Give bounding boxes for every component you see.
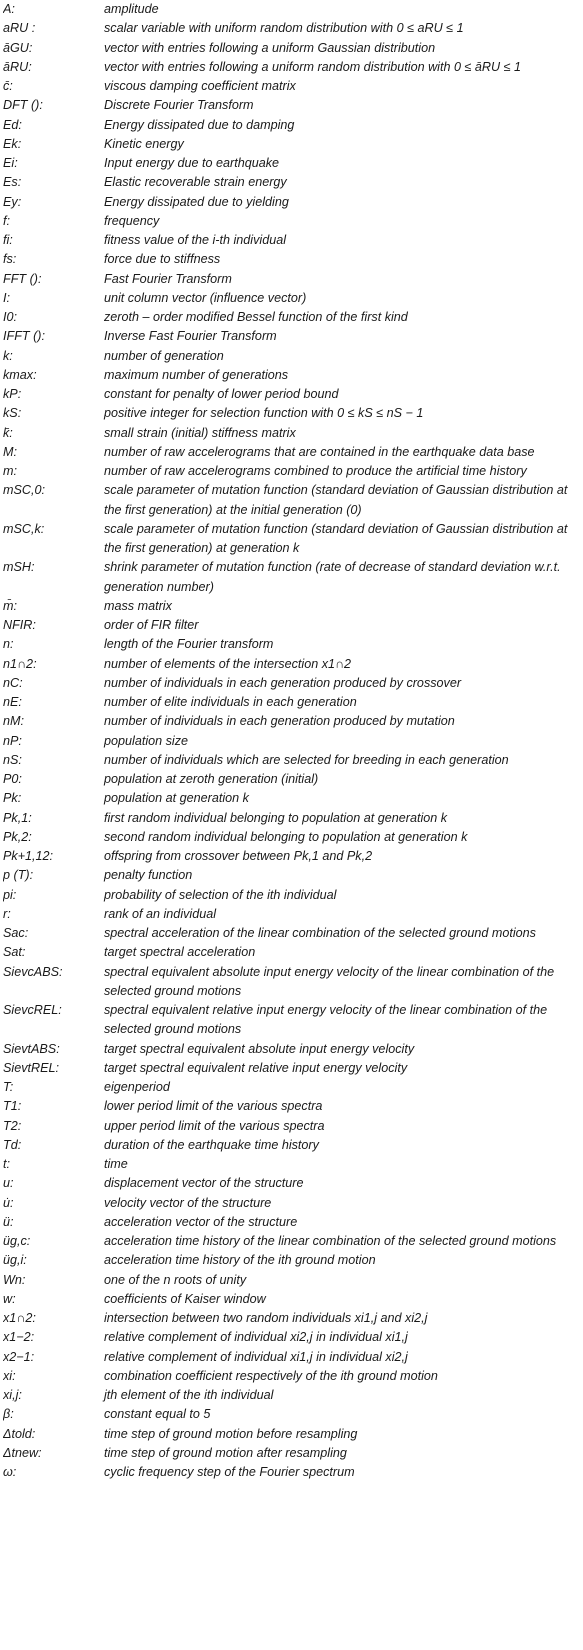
definition: spectral equivalent absolute input energy velocity of the linear combination of the selected ground motions [104,964,555,998]
nomenclature-entry [3,308,583,327]
definition: number of generation [104,348,224,363]
nomenclature-entry [3,39,583,58]
symbol: pi: [3,887,17,902]
symbol: x1−2: [3,1330,35,1345]
definition: number of elements of the intersection x1∩2 [104,656,352,671]
symbol: nC: [3,675,23,690]
definition: lower period limit of the various spectra [104,1099,323,1114]
symbol: Ey: [3,194,22,209]
nomenclature-entry [3,1444,583,1463]
symbol: Pk+1,12: [3,849,54,863]
definition: acceleration time history of the ith ground motion [104,1253,376,1268]
symbol: FFT (): [3,271,42,286]
nomenclature-entry [3,58,583,77]
nomenclature-entry [3,154,583,173]
definition: probability of selection of the ith individual [104,887,337,902]
definition: time step of ground motion after resampling [104,1445,347,1460]
symbol: Δtold: [3,1426,36,1441]
symbol: IFFT (): [3,329,45,344]
definition: target spectral equivalent relative input energy velocity [104,1060,408,1075]
nomenclature-entry [3,385,583,404]
definition: number of raw accelerograms combined to produce the artificial time history [104,464,527,478]
definition: vector with entries following a uniform random distribution with 0 ≤ āRU ≤ 1 [104,59,522,74]
definition: number of individuals in each generation produced by crossover [104,675,462,690]
definition: population size [104,733,189,748]
definition: Fast Fourier Transform [104,271,232,286]
definition: constant for penalty of lower period bound [104,387,339,401]
definition: target spectral acceleration [104,945,256,960]
symbol: P0: [3,772,22,786]
nomenclature-entry [3,462,583,481]
definition: Inverse Fast Fourier Transform [104,329,277,344]
nomenclature-entry [3,231,583,250]
definition: scalar variable with uniform random distribution with 0 ≤ aRU ≤ 1 [104,21,464,36]
symbol: k̄: [3,425,13,440]
definition: fitness value of the i-th individual [104,233,287,247]
nomenclature-entry [3,424,583,443]
symbol: T2: [3,1118,22,1133]
nomenclature-entry [3,655,583,674]
symbol: üg,c: [3,1234,31,1248]
symbol: Sat: [3,945,26,960]
symbol: r: [3,906,11,921]
symbol: fs: [3,252,17,267]
nomenclature-entry [3,1059,583,1078]
nomenclature-entry [3,905,583,924]
definition: displacement vector of the structure [104,1176,304,1191]
definition: combination coefficient respectively of the ith ground motion [104,1368,438,1383]
symbol: m̄: [3,598,17,613]
nomenclature-entry [3,828,583,847]
symbol: aRU : [3,21,36,36]
definition: vector with entries following a uniform Gaussian distribution [104,40,436,55]
definition: time [104,1157,128,1171]
symbol: xi: [3,1368,16,1383]
definition: constant equal to 5 [104,1407,211,1422]
definition: population at generation k [104,791,249,806]
definition: relative complement of individual xi2,j in individual xi1,j [104,1330,408,1345]
definition: maximum number of generations [104,367,289,382]
nomenclature-entry [3,77,583,96]
nomenclature-entry [3,270,583,289]
nomenclature-entry [3,1078,583,1097]
symbol: n: [3,637,14,652]
nomenclature-entry [3,635,583,654]
symbol: SievcREL: [3,1003,62,1017]
symbol: āRU: [3,59,32,74]
definition: order of FIR filter [104,618,199,632]
symbol: t: [3,1157,10,1171]
symbol: kP: [3,387,22,401]
nomenclature-entry [3,520,583,559]
symbol: Es: [3,175,22,190]
definition: coefficients of Kaiser window [104,1291,266,1306]
nomenclature-entry [3,866,583,885]
definition: number of elite individuals in each generation [104,695,357,709]
symbol: SievtREL: [3,1060,59,1075]
symbol: Sac: [3,926,29,940]
definition: intersection between two random individuals xi1,j and xi2,j [104,1311,428,1325]
symbol: SievtABS: [3,1041,60,1056]
symbol: f: [3,213,10,228]
nomenclature-entry [3,1097,583,1116]
definition: duration of the earthquake time history [104,1137,319,1152]
definition: eigenperiod [104,1080,170,1094]
symbol: NFIR: [3,618,36,632]
nomenclature-entry [3,1405,583,1424]
definition: population at zeroth generation (initial) [104,772,319,786]
definition: shrink parameter of mutation function (rate of decrease of standard deviation w.r.t. generation number) [104,560,561,594]
symbol: Pk: [3,791,22,806]
nomenclature-entry [3,1001,583,1040]
nomenclature-entry [3,674,583,693]
definition: number of raw accelerograms that are contained in the earthquake data base [104,444,535,459]
definition: Kinetic energy [104,136,184,151]
symbol: āGU: [3,40,33,55]
nomenclature-entry [3,1463,583,1482]
nomenclature-entry [3,1290,583,1309]
nomenclature-entry [3,789,583,808]
nomenclature-entry [3,327,583,346]
nomenclature-entry [3,943,583,962]
nomenclature-entry [3,597,583,616]
nomenclature-entry [3,809,583,828]
symbol: p (T): [3,868,34,883]
symbol: T: [3,1080,14,1094]
symbol: β: [3,1407,14,1422]
nomenclature-entry [3,116,583,135]
definition: rank of an individual [104,906,217,921]
definition: target spectral equivalent absolute input energy velocity [104,1041,415,1056]
definition: time step of ground motion before resampling [104,1426,358,1441]
nomenclature-entry [3,404,583,423]
nomenclature-entry [3,0,583,19]
definition: viscous damping coefficient matrix [104,79,296,93]
symbol: T1: [3,1099,22,1114]
nomenclature-entry [3,963,583,1002]
definition: Energy dissipated due to damping [104,117,295,132]
nomenclature-entry [3,732,583,751]
definition: Discrete Fourier Transform [104,98,254,113]
symbol: x2−1: [3,1349,35,1364]
nomenclature-entry [3,250,583,269]
nomenclature-entry [3,1328,583,1347]
symbol: Pk,1: [3,810,32,825]
definition: acceleration time history of the linear combination of the selected ground motions [104,1234,557,1248]
symbol: u: [3,1176,14,1191]
symbol: A: [3,2,15,16]
nomenclature-entry [3,1251,583,1270]
symbol: nM: [3,714,24,729]
nomenclature-entry [3,1194,583,1213]
nomenclature-entry [3,1271,583,1290]
nomenclature-entry [3,770,583,789]
definition: scale parameter of mutation function (standard deviation of Gaussian distribution at the first generation) at the initial generation (0) [104,483,568,517]
definition: length of the Fourier transform [104,637,274,652]
symbol: ü: [3,1214,14,1229]
definition: amplitude [104,2,159,16]
nomenclature-entry [3,1155,583,1174]
definition: upper period limit of the various spectra [104,1118,325,1133]
definition: scale parameter of mutation function (standard deviation of Gaussian distribution at the first generation) at generation k [104,521,568,555]
definition: positive integer for selection function with 0 ≤ kS ≤ nS − 1 [104,406,424,421]
nomenclature-entry [3,1386,583,1405]
symbol: SievcABS: [3,964,63,979]
symbol: DFT (): [3,98,43,113]
nomenclature-entry [3,1232,583,1251]
definition: velocity vector of the structure [104,1195,272,1210]
definition: frequency [104,213,160,228]
definition: acceleration vector of the structure [104,1214,298,1229]
definition: second random individual belonging to population at generation k [104,829,468,844]
symbol: Pk,2: [3,829,32,844]
nomenclature-entry [3,1117,583,1136]
nomenclature-entry [3,135,583,154]
nomenclature-entry [3,366,583,385]
definition: Energy dissipated due to yielding [104,194,289,209]
symbol: üg,i: [3,1253,27,1268]
symbol: Td: [3,1137,22,1152]
nomenclature-entry [3,289,583,308]
nomenclature-entry [3,173,583,192]
nomenclature-entry [3,481,583,520]
definition: one of the n roots of unity [104,1272,247,1287]
definition: Elastic recoverable strain energy [104,175,287,190]
symbol: kS: [3,406,22,421]
nomenclature-entry [3,1348,583,1367]
symbol: mSC,k: [3,521,45,536]
symbol: m: [3,464,17,478]
nomenclature-entry [3,558,583,597]
definition: penalty function [104,868,193,883]
nomenclature-entry [3,712,583,731]
symbol: c̄: [3,79,13,93]
nomenclature-entry [3,1174,583,1193]
symbol: M: [3,444,17,459]
nomenclature-entry [3,1040,583,1059]
symbol: u̇: [3,1195,14,1210]
definition: Input energy due to earthquake [104,156,280,170]
definition: number of individuals in each generation produced by mutation [104,714,455,729]
nomenclature-entry [3,212,583,231]
nomenclature-entry [3,1213,583,1232]
symbol: I: [3,290,10,305]
nomenclature-entry [3,1425,583,1444]
symbol: mSH: [3,560,35,575]
definition: unit column vector (influence vector) [104,290,307,305]
symbol: I0: [3,310,18,324]
definition: spectral equivalent relative input energy velocity of the linear combination of the selected ground motions [104,1003,548,1037]
nomenclature-entry [3,1136,583,1155]
nomenclature-entry [3,1367,583,1386]
definition: mass matrix [104,598,172,613]
definition: force due to stiffness [104,252,221,267]
nomenclature-entry [3,616,583,635]
symbol: nP: [3,733,22,748]
nomenclature-entry [3,693,583,712]
definition: first random individual belonging to population at generation k [104,810,448,825]
symbol: Δtnew: [3,1445,42,1460]
symbol: fi: [3,233,13,247]
symbol: Wn: [3,1272,26,1287]
definition: spectral acceleration of the linear combination of the selected ground motions [104,926,536,940]
definition: cyclic frequency step of the Fourier spectrum [104,1465,355,1479]
symbol: xi,j: [3,1388,22,1402]
nomenclature-entry [3,924,583,943]
symbol: w: [3,1291,16,1306]
nomenclature-entry [3,751,583,770]
symbol: kmax: [3,367,37,382]
definition: offspring from crossover between Pk,1 and Pk,2 [104,849,373,863]
nomenclature-entry [3,1309,583,1328]
nomenclature-entry [3,847,583,866]
symbol: ω: [3,1465,17,1479]
symbol: n1∩2: [3,656,37,671]
symbol: nS: [3,752,22,767]
definition: relative complement of individual xi1,j in individual xi2,j [104,1349,408,1364]
definition: number of individuals which are selected for breeding in each generation [104,752,509,767]
symbol: x1∩2: [3,1311,36,1325]
definition: jth element of the ith individual [104,1388,274,1402]
symbol: k: [3,348,13,363]
symbol: Ed: [3,117,22,132]
nomenclature-entry [3,193,583,212]
symbol: mSC,0: [3,483,45,498]
nomenclature-entry [3,886,583,905]
nomenclature-entry [3,96,583,115]
symbol: Ek: [3,136,22,151]
nomenclature-entry [3,347,583,366]
nomenclature-entry [3,19,583,38]
definition: zeroth – order modified Bessel function of the first kind [104,310,408,324]
definition: small strain (initial) stiffness matrix [104,425,296,440]
symbol: Ei: [3,156,18,170]
nomenclature-entry [3,443,583,462]
symbol: nE: [3,695,22,709]
